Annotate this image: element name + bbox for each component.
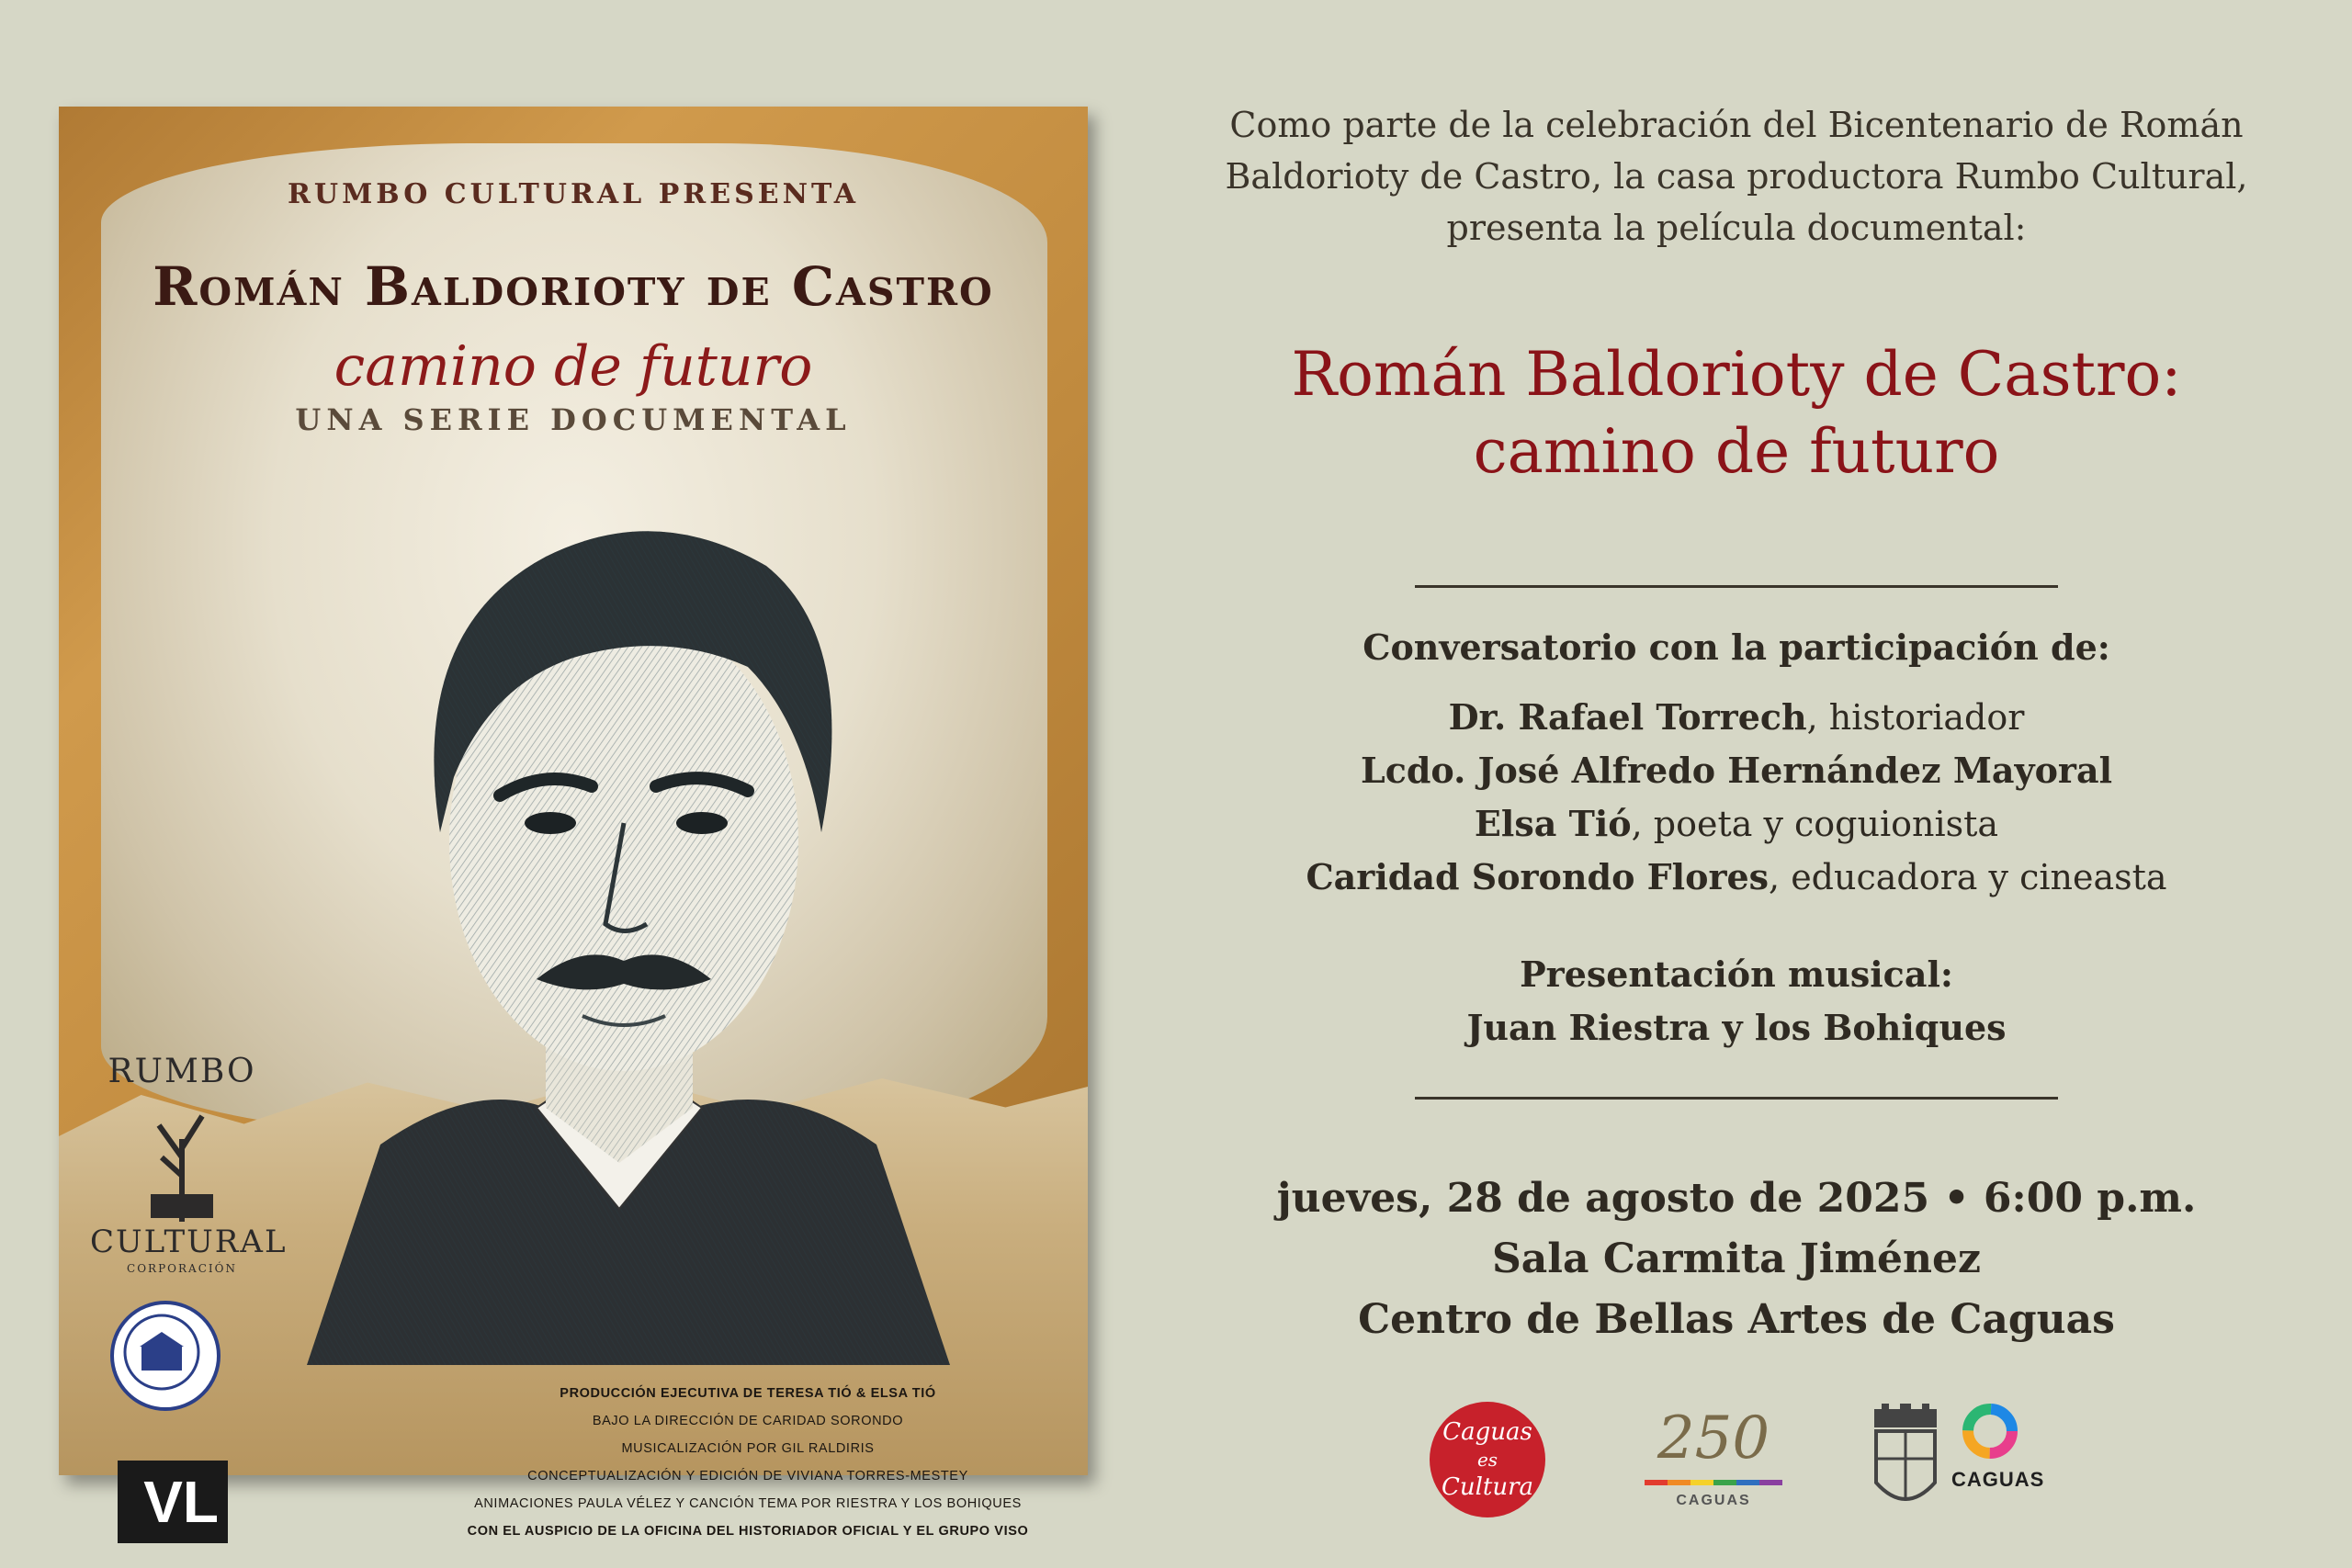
caguas-es-cultura-logo (1430, 1402, 1545, 1517)
participant (1176, 851, 2297, 904)
participant (1176, 744, 2297, 797)
event-details (1176, 1168, 2297, 1350)
vl-logo: VL (118, 1461, 228, 1543)
participant-name: Caridad Sorondo Flores (1306, 856, 1770, 897)
credit-line: BAJO LA DIRECCIÓN DE CARIDAD SORONDO (592, 1414, 904, 1428)
participant-role: , historiador (1806, 697, 2025, 738)
music-heading: Presentación musical: (1520, 953, 1953, 995)
rumbo-cultural-logo (90, 1053, 288, 1282)
rumbo-logo-top: RUMBO (107, 1053, 256, 1090)
municipio-caguas-logo (1867, 1400, 2051, 1529)
film-title-line: camino de futuro (1473, 416, 2000, 487)
event-datetime: jueves, 28 de agosto de 2025 • 6:00 p.m. (1276, 1175, 2197, 1222)
portrait-illustration (270, 446, 968, 1365)
credit-line: CON EL AUSPICIO DE LA OFICINA DEL HISTORIADOR OFICIAL Y EL GRUPO VISO (467, 1524, 1029, 1539)
coat-of-arms-icon (1867, 1400, 1944, 1519)
documentary-poster (59, 107, 1088, 1539)
sponsor-logos (1176, 1387, 2297, 1525)
credit-line: CONCEPTUALIZACIÓN Y EDICIÓN DE VIVIANA TORRES-MESTEY (527, 1469, 968, 1483)
intro-text (1176, 99, 2297, 254)
anniversary-label: CAGUAS (1676, 1493, 1751, 1508)
caguas-250-logo (1645, 1402, 1782, 1521)
film-title (1176, 336, 2297, 491)
participants-list (1176, 691, 2297, 904)
cultura-logo-line: es (1476, 1449, 1498, 1471)
rumbo-logo-corp: CORPORACIÓN (127, 1262, 237, 1275)
rumbo-logo-bottom: CULTURAL (90, 1224, 288, 1260)
conversatorio-heading: Conversatorio con la participación de: (1363, 626, 2110, 668)
poster-credits (408, 1380, 1088, 1545)
music-group: Juan Riestra y los Bohiques (1466, 1007, 2007, 1048)
municipio-label: CAGUAS (1951, 1468, 2045, 1491)
divider-top (1415, 585, 2058, 588)
film-title-line: Román Baldorioty de Castro: (1291, 339, 2182, 410)
poster-subtitle: camino de futuro (334, 334, 813, 399)
poster-presents-text: RUMBO CULTURAL PRESENTA (288, 178, 859, 210)
divider-bottom (1415, 1097, 2058, 1100)
credit-line: PRODUCCIÓN EJECUTIVA DE TERESA TIÓ & ELSA TIÓ (560, 1386, 936, 1401)
rainbow-stripe-icon (1645, 1480, 1782, 1489)
event-place: Centro de Bellas Artes de Caguas (1358, 1296, 2115, 1343)
anniversary-number: 250 (1657, 1404, 1770, 1472)
participant (1176, 691, 2297, 744)
event-venue: Sala Carmita Jiménez (1491, 1235, 1982, 1282)
intro-line: Baldorioty de Castro, la casa productora Rumbo Cultural, (1225, 156, 2248, 197)
color-ring-icon (1959, 1400, 2021, 1462)
credit-line: MUSICALIZACIÓN POR GIL RALDIRIS (621, 1441, 875, 1456)
participant-role: , poeta y coguionista (1631, 804, 1999, 844)
participant-name: Dr. Rafael Torrech (1448, 696, 1807, 738)
cultura-logo-line: Caguas (1442, 1418, 1532, 1446)
intro-line: presenta la película documental: (1446, 208, 2027, 248)
tree-icon (145, 1093, 219, 1222)
intro-line: Como parte de la celebración del Bicentenario de Román (1229, 105, 2244, 145)
credit-line: ANIMACIONES PAULA VÉLEZ Y CANCIÓN TEMA POR RIESTRA Y LOS BOHIQUES (474, 1496, 1022, 1511)
poster-series-label: UNA SERIE DOCUMENTAL (295, 402, 852, 437)
participant-role: , educadora y cineasta (1769, 857, 2167, 897)
participant-name: Elsa Tió (1474, 803, 1632, 844)
institution-seal-icon (110, 1301, 220, 1411)
cultura-logo-line: Cultura (1441, 1473, 1534, 1501)
participant (1176, 797, 2297, 851)
poster-title: Román Baldorioty de Castro (153, 255, 994, 318)
participant-name: Lcdo. José Alfredo Hernández Mayoral (1360, 750, 2113, 791)
